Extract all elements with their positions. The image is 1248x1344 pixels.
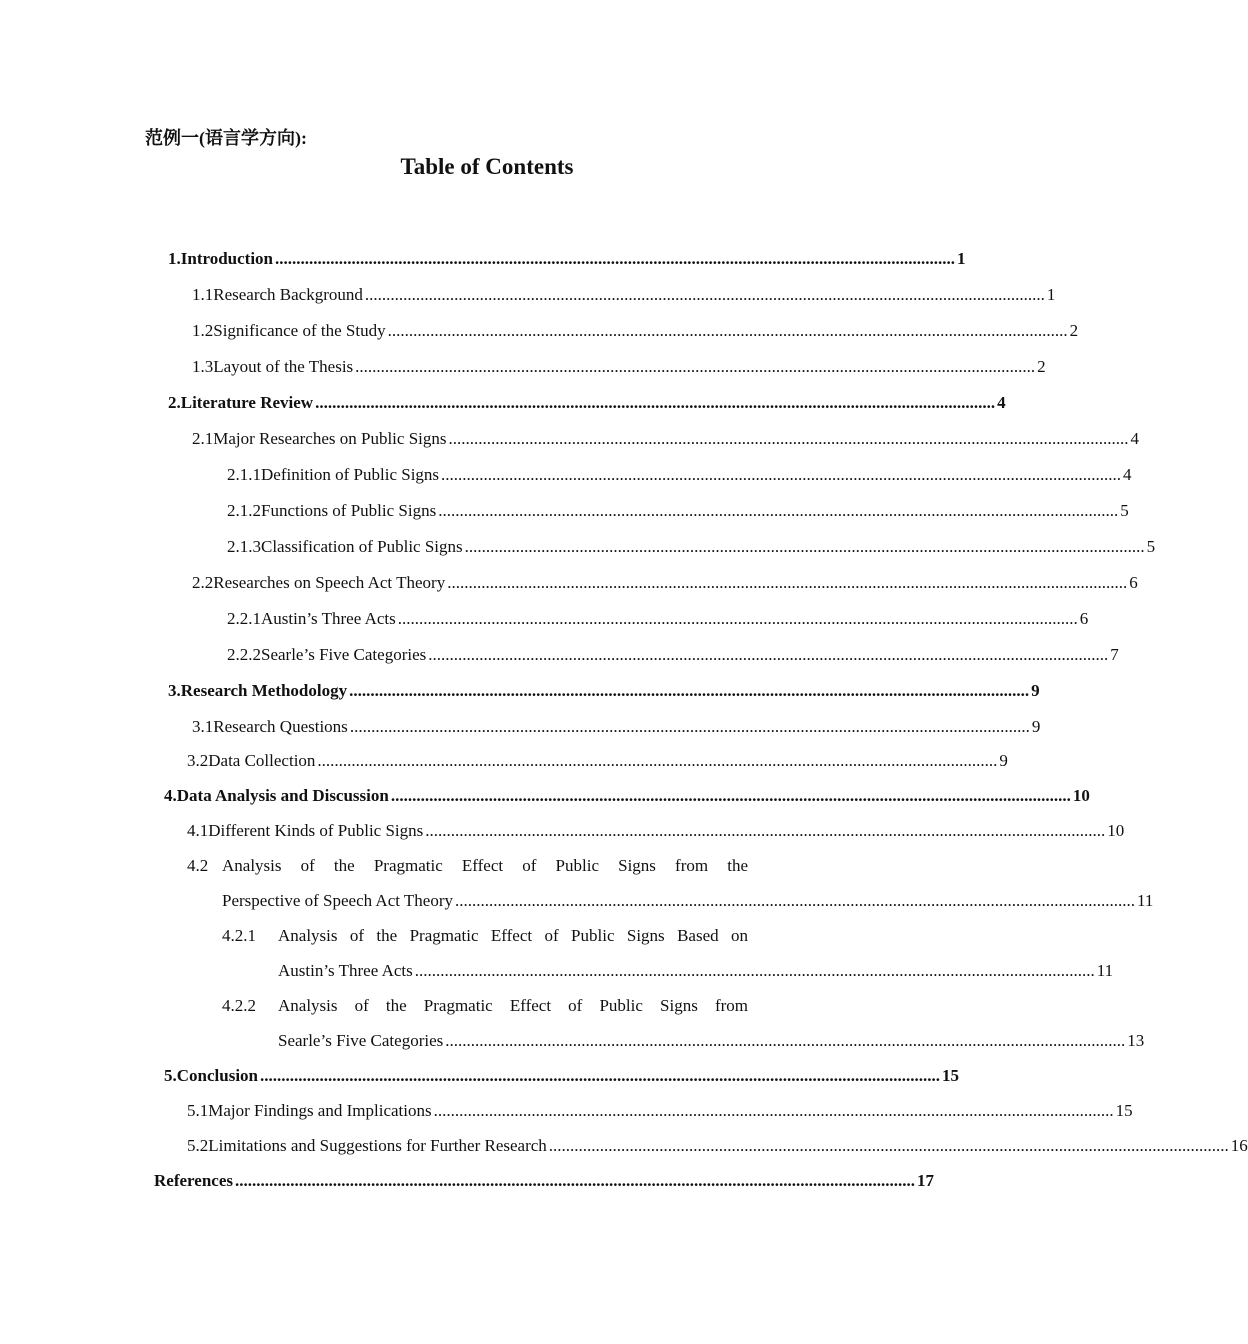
toc-entry-label-line2: Searle’s Five Categories [278,1031,444,1050]
toc-entry-page: 9 [999,751,1008,770]
toc-entry-number: 1.1 [192,285,214,304]
dot-leader: ................................................................................................................................................................ [548,1136,1229,1155]
toc-entry-section-1-2[interactable] [192,320,1079,342]
toc-entry-number: 1. [168,249,181,268]
toc-entry-page: 4 [1123,465,1132,484]
toc-entry-section-4-2[interactable] [187,855,748,877]
toc-entry-section-2-2[interactable] [192,572,1138,594]
toc-entry-number: 3. [168,681,181,700]
toc-entry-label: Significance of the Study [213,321,386,340]
toc-entry-number: 2.2.2 [227,645,261,664]
dot-leader: ................................................................................................................................................................ [317,751,998,770]
toc-entry-number: 4. [164,786,177,805]
dot-leader: ................................................................................................................................................................ [414,961,1095,980]
toc-entry-label: Research Methodology [180,681,348,700]
toc-entry-chapter-4[interactable] [164,785,1090,807]
toc-entry-number: 4.2.1 [222,926,256,945]
dot-leader: ................................................................................................................................................................ [445,1031,1126,1050]
toc-entry-number: 3.2 [187,751,209,770]
toc-entry-label: References [154,1171,233,1190]
toc-entry-section-1-1[interactable] [192,284,1056,306]
toc-entry-number: 3.1 [192,717,214,736]
toc-entry-label: Researches on Speech Act Theory [213,573,446,592]
dot-leader: ................................................................................................................................................................ [349,681,1030,700]
toc-entry-section-5-1[interactable] [187,1100,1133,1122]
toc-entry-page: 7 [1110,645,1119,664]
toc-entry-number: 2.1 [192,429,214,448]
dot-leader: ................................................................................................................................................................ [448,429,1129,448]
toc-entry-chapter-5[interactable] [164,1065,959,1087]
toc-entry-number: 5. [164,1066,177,1085]
toc-entry-label: Austin’s Three Acts [261,609,396,628]
toc-entry-page: 9 [1031,681,1040,700]
toc-entry-label: Introduction [180,249,274,268]
toc-entry-label: Research Background [213,285,363,304]
toc-entry-number: 2.1.1 [227,465,261,484]
dot-leader: ................................................................................................................................................................ [447,573,1128,592]
toc-entry-number: 1.2 [192,321,214,340]
toc-entry-section-3-1[interactable] [192,716,1041,738]
toc-entry-section-2-1[interactable] [192,428,1139,450]
toc-entry-section-2-2-2[interactable] [227,644,1119,666]
toc-entry-label: Research Questions [213,717,348,736]
toc-entry-page: 4 [1130,429,1139,448]
toc-entry-number: 4.2 [187,856,209,875]
toc-entry-label: Major Researches on Public Signs [213,429,447,448]
dot-leader: ................................................................................................................................................................ [275,249,956,268]
toc-entry-label-line2: Austin’s Three Acts [278,961,413,980]
toc-entry-page: 5 [1120,501,1129,520]
toc-entry-page: 9 [1031,717,1041,736]
toc-entry-number: 1.3 [192,357,214,376]
dot-leader: ................................................................................................................................................................ [349,717,1030,736]
toc-entry-page: 11 [1096,961,1114,980]
dot-leader: ................................................................................................................................................................ [387,321,1068,340]
toc-entry-section-5-2[interactable] [187,1135,1248,1157]
toc-entry-label-line1: Analysis of the Pragmatic Effect of Public Signs from [278,996,748,1015]
dot-leader: ................................................................................................................................................................ [234,1171,915,1190]
dot-leader: ................................................................................................................................................................ [315,393,996,412]
toc-entry-page: 5 [1146,537,1156,556]
dot-leader: ................................................................................................................................................................ [464,537,1145,556]
toc-entry-label: Different Kinds of Public Signs [208,821,424,840]
dot-leader: ................................................................................................................................................................ [455,891,1136,910]
dot-leader: ................................................................................................................................................................ [397,609,1078,628]
toc-entry-chapter-3[interactable] [168,680,1040,702]
toc-entry-section-4-2-2[interactable] [222,995,748,1017]
toc-entry-page: 1 [1046,285,1056,304]
toc-entry-section-1-3[interactable] [192,356,1046,378]
toc-entry-label-line2: Perspective of Speech Act Theory [222,891,454,910]
toc-entry-label: Literature Review [180,393,314,412]
dot-leader: ................................................................................................................................................................ [433,1101,1114,1120]
toc-entry-page: 15 [942,1066,959,1085]
toc-entry-number: 4.2.2 [222,996,256,1015]
toc-entry-label: Data Analysis and Discussion [176,786,389,805]
toc-entry-section-4-1[interactable] [187,820,1125,842]
dot-leader: ................................................................................................................................................................ [355,357,1036,376]
toc-entry-label: Searle’s Five Categories [261,645,427,664]
toc-entry-page: 16 [1230,1136,1248,1155]
toc-entry-page: 10 [1072,786,1090,805]
toc-entry-section-4-2-continued[interactable] [222,890,1154,912]
dot-leader: ................................................................................................................................................................ [260,1066,940,1085]
toc-entry-number: 2.2 [192,573,214,592]
toc-entry-page: 6 [1129,573,1138,592]
dot-leader: ................................................................................................................................................................ [390,786,1071,805]
toc-entry-section-4-2-2-continued[interactable] [278,1030,1145,1052]
toc-entry-chapter-2[interactable] [168,392,1006,414]
toc-entry-page: 15 [1115,1101,1133,1120]
toc-entry-label: Data Collection [208,751,316,770]
toc-entry-label-line1: Analysis of the Pragmatic Effect of Public Signs from the [222,856,748,875]
toc-entry-number: 2.1.3 [227,537,261,556]
toc-entry-page: 11 [1137,891,1154,910]
toc-entry-section-4-2-1-continued[interactable] [278,960,1114,982]
document-label: 范例一(语言学方向): [145,128,307,148]
toc-entry-page: 10 [1107,821,1125,840]
toc-entry-section-2-2-1[interactable] [227,608,1089,630]
toc-entry-section-3-2[interactable] [187,750,1008,772]
toc-entry-label: Layout of the Thesis [213,357,354,376]
toc-entry-number: 2. [168,393,181,412]
toc-entry-section-4-2-1[interactable] [222,925,748,947]
toc-entry-section-2-1-2[interactable] [227,500,1129,522]
toc-entry-number: 5.2 [187,1136,209,1155]
dot-leader: ................................................................................................................................................................ [438,501,1119,520]
toc-entry-label: Major Findings and Implications [208,1101,432,1120]
toc-entry-label: Definition of Public Signs [261,465,440,484]
dot-leader: ................................................................................................................................................................ [428,645,1109,664]
toc-entry-number: 2.2.1 [227,609,261,628]
toc-entry-section-2-1-3[interactable] [227,536,1156,558]
toc-entry-page: 4 [997,393,1006,412]
toc-entry-page: 2 [1069,321,1079,340]
toc-entry-label: Functions of Public Signs [261,501,437,520]
toc-entry-label-line1: Analysis of the Pragmatic Effect of Public Signs Based on [278,926,748,945]
dot-leader: ................................................................................................................................................................ [425,821,1106,840]
toc-entry-page: 2 [1037,357,1046,376]
toc-entry-page: 1 [957,249,966,268]
toc-entry-chapter-1[interactable] [168,248,966,270]
toc-entry-label: Conclusion [176,1066,258,1085]
toc-entry-label: Classification of Public Signs [261,537,463,556]
toc-entry-number: 2.1.2 [227,501,261,520]
toc-entry-references[interactable] [154,1170,934,1192]
toc-entry-number: 5.1 [187,1101,209,1120]
dot-leader: ................................................................................................................................................................ [441,465,1122,484]
toc-entry-page: 6 [1079,609,1089,628]
toc-entry-label: Limitations and Suggestions for Further Research [208,1136,547,1155]
toc-entry-page: 17 [916,1171,934,1190]
dot-leader: ................................................................................................................................................................ [364,285,1045,304]
toc-entry-page: 13 [1127,1031,1145,1050]
toc-entry-number: 4.1 [187,821,209,840]
page-title: Table of Contents [400,154,574,179]
toc-entry-section-2-1-1[interactable] [227,464,1132,486]
